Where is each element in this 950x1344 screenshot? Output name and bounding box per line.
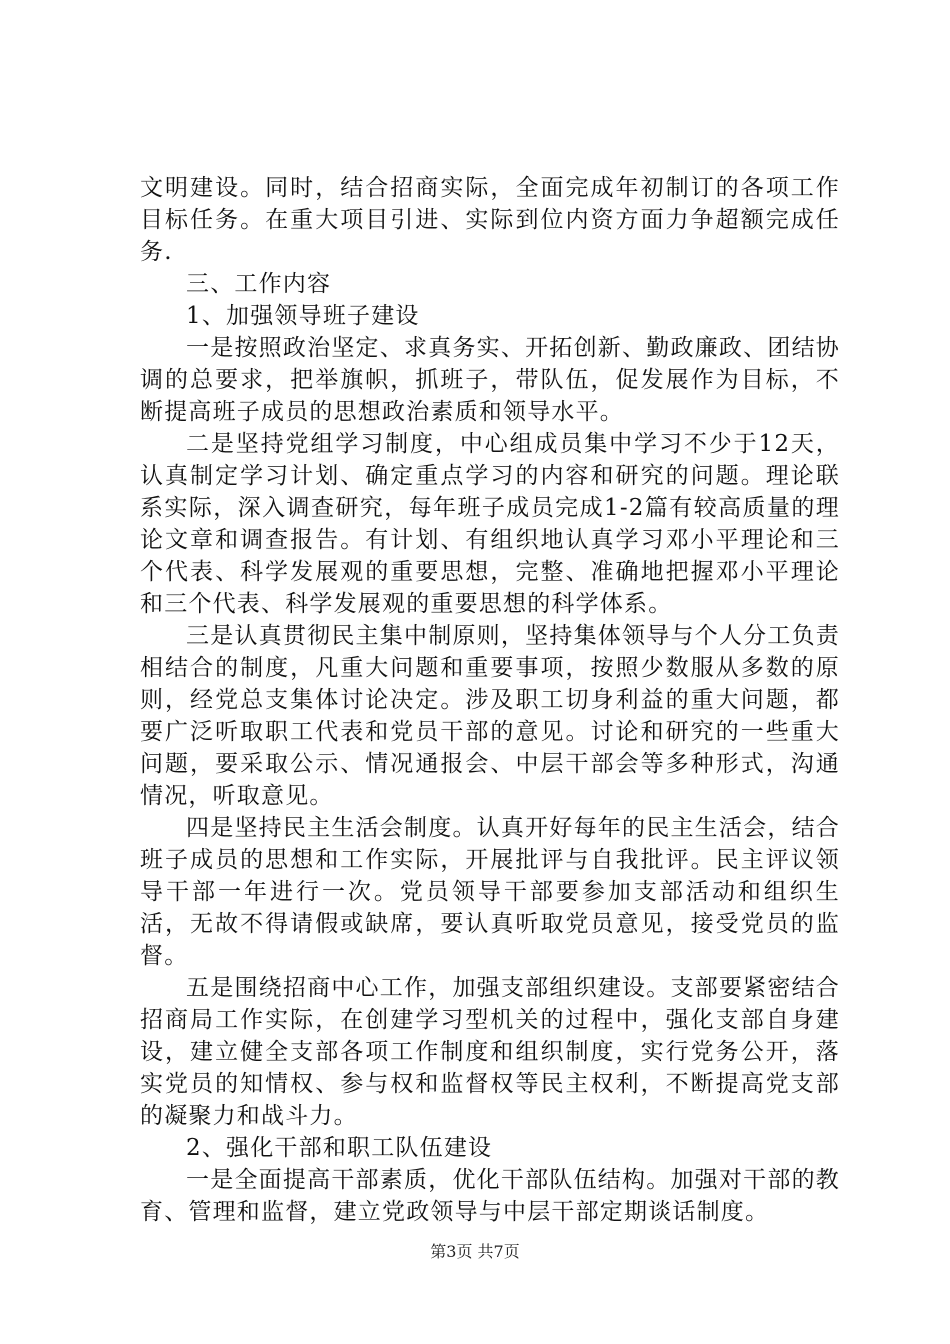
section-heading-work-content: 三、工作内容	[186, 271, 332, 297]
paragraph-continuation: 文明建设。同时，结合招商实际，全面完成年初制订的各项工作目标任务。在重大项目引进、实际到位内资方面力争超额完成任务.	[140, 175, 840, 265]
subsection-heading-cadre: 2、强化干部和职工队伍建设	[186, 1135, 493, 1161]
paragraph-item-four: 四是坚持民主生活会制度。认真开好每年的民主生活会，结合班子成员的思想和工作实际，开展批评与自我批评。民主评议领导干部一年进行一次。党员领导干部要参加支部活动和组织生活，无故不得请假或缺席，要认真听取党员意见，接受党员的监督。	[140, 815, 840, 969]
paragraph-item-one: 一是按照政治坚定、求真务实、开拓创新、勤政廉政、团结协调的总要求，把举旗帜，抓班子，带队伍，促发展作为目标，不断提高班子成员的思想政治素质和领导水平。	[140, 335, 840, 425]
subsection-heading-leadership: 1、加强领导班子建设	[186, 303, 420, 329]
page-number-footer: 第3页 共7页	[430, 1242, 520, 1261]
paragraph-cadre-item-one: 一是全面提高干部素质，优化干部队伍结构。加强对干部的教育、管理和监督，建立党政领导与中层干部定期谈话制度。	[140, 1167, 840, 1225]
paragraph-item-five: 五是围绕招商中心工作，加强支部组织建设。支部要紧密结合招商局工作实际，在创建学习型机关的过程中，强化支部自身建设，建立健全支部各项工作制度和组织制度，实行党务公开，落实党员的知情权、参与权和监督权等民主权利，不断提高党支部的凝聚力和战斗力。	[140, 975, 840, 1129]
paragraph-item-three: 三是认真贯彻民主集中制原则，坚持集体领导与个人分工负责相结合的制度，凡重大问题和重要事项，按照少数服从多数的原则，经党总支集体讨论决定。涉及职工切身利益的重大问题，都要广泛听取职工代表和党员干部的意见。讨论和研究的一些重大问题，要采取公示、情况通报会、中层干部会等多种形式，沟通情况，听取意见。	[140, 623, 840, 809]
document-body	[140, 172, 840, 1228]
paragraph-item-two: 二是坚持党组学习制度，中心组成员集中学习不少于12天，认真制定学习计划、确定重点学习的内容和研究的问题。理论联系实际，深入调查研究，每年班子成员完成1-2篇有较高质量的理论文章和调查报告。有计划、有组织地认真学习邓小平理论和三个代表、科学发展观的重要思想，完整、准确地把握邓小平理论和三个代表、科学发展观的重要思想的科学体系。	[140, 431, 840, 617]
